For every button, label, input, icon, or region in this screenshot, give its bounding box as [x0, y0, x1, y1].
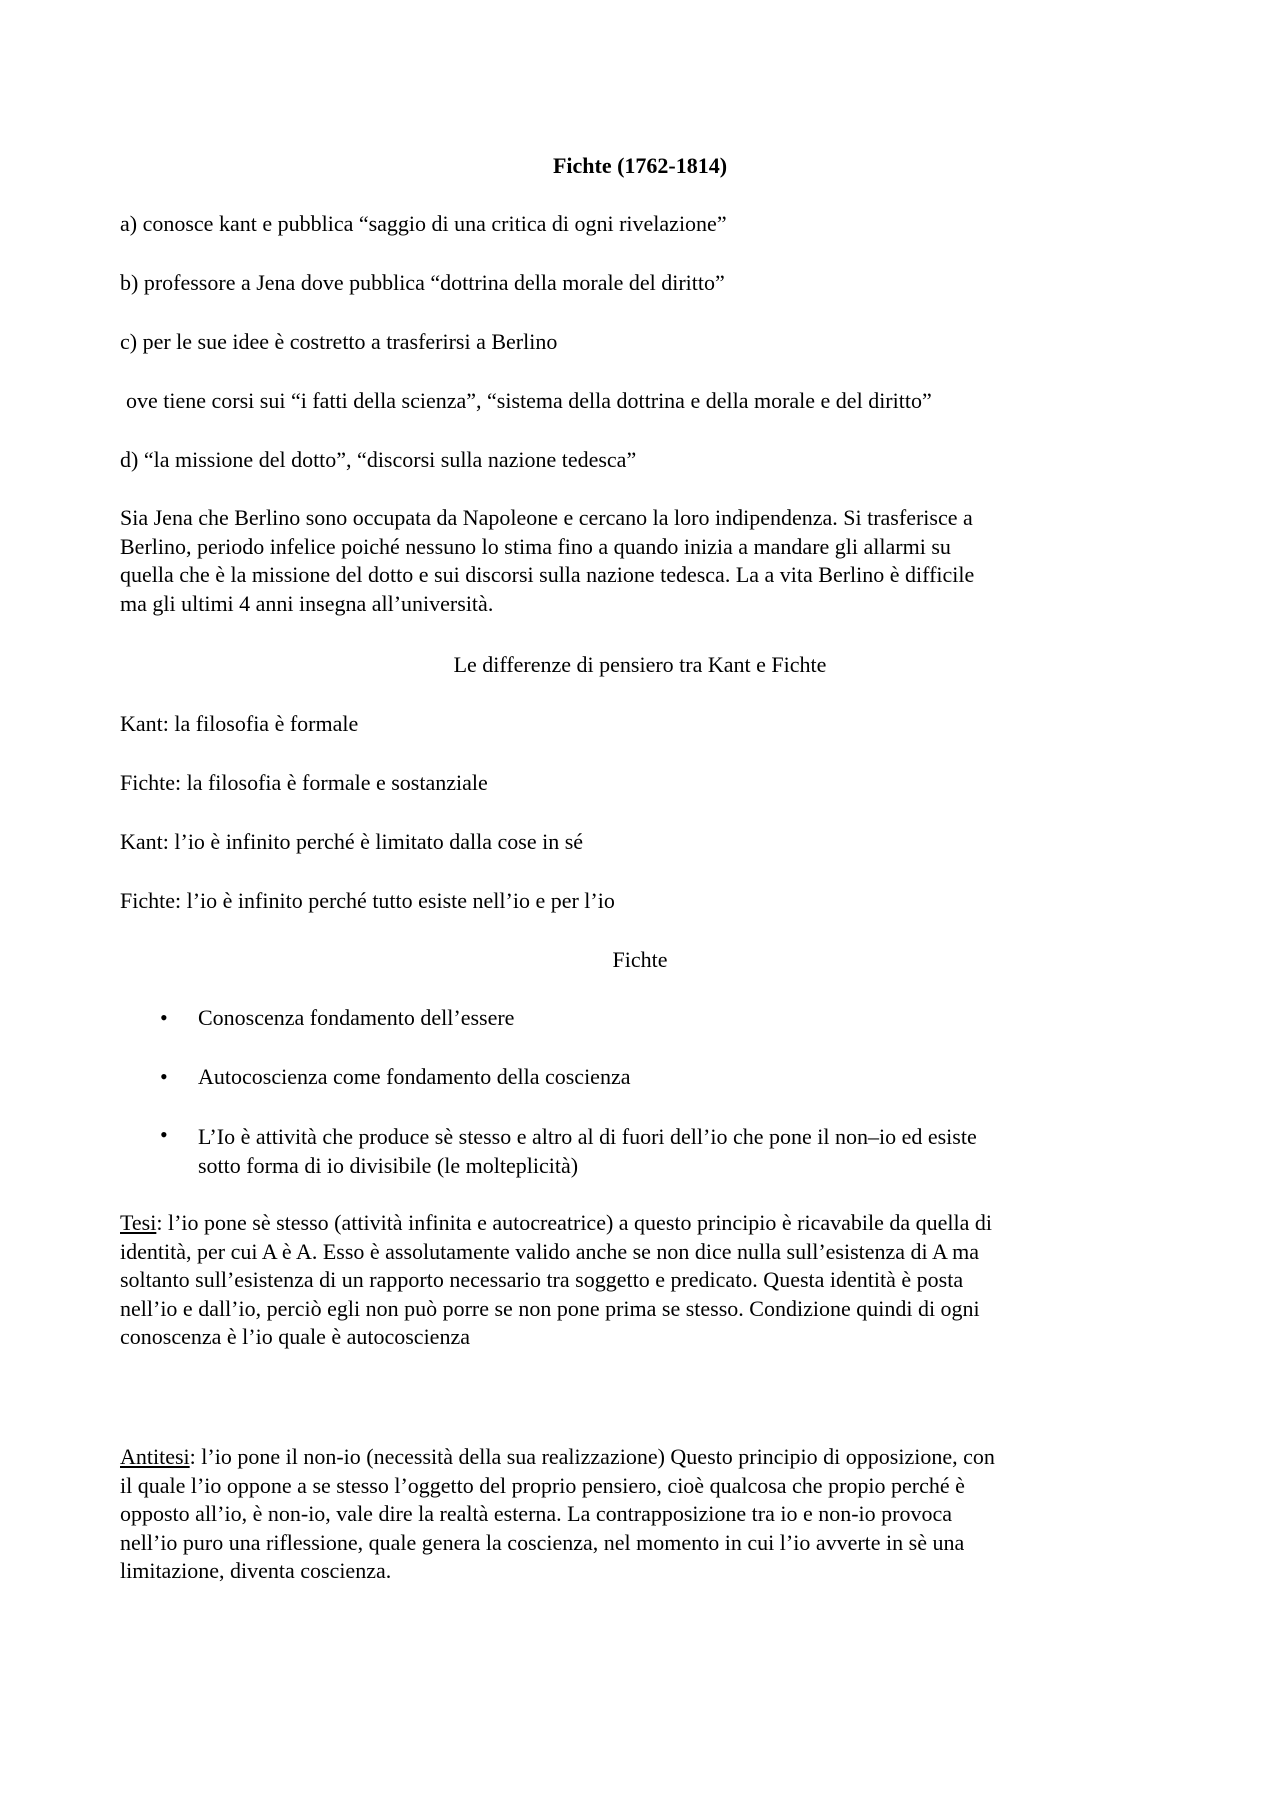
- bullet-icon: •: [160, 1005, 168, 1030]
- comparison-kant-2: Kant: l’io è infinito perché è limitato dalla cose in sé: [120, 829, 584, 854]
- paragraph-line: nell’io puro una riflessione, quale genera la coscienza, nel momento in cui l’io avverte in sè una: [120, 1529, 965, 1555]
- bullet-item: [198, 1004, 514, 1033]
- differences-heading: Le differenze di pensiero tra Kant e Fichte: [453, 652, 827, 677]
- paragraph-line: identità, per cui A è A. Esso è assolutamente valido anche se non dice nulla sull’esistenza di A ma: [120, 1238, 980, 1264]
- tesi-label: Tesi: [120, 1210, 157, 1235]
- bullet-line: sotto forma di io divisibile (le molteplicità): [198, 1152, 579, 1178]
- intro-paragraph: [120, 504, 1180, 618]
- comparison-kant-1: Kant: la filosofia è formale: [120, 711, 359, 736]
- paragraph-line: quella che è la missione del dotto e sui discorsi sulla nazione tedesca. La a vita Berlino è difficile: [120, 562, 975, 587]
- bullet-icon: •: [160, 1122, 168, 1147]
- paragraph-line: opposto all’io, è non-io, vale dire la realtà esterna. La contrapposizione tra io e non-io provoca: [120, 1501, 953, 1526]
- antitesi-paragraph: [120, 1443, 1180, 1586]
- bullet-line: Conoscenza fondamento dell’essere: [198, 1005, 515, 1030]
- list-item-c: c) per le sue idee è costretto a trasferirsi a Berlino: [120, 329, 558, 354]
- paragraph-line: conoscenza è l’io quale è autocoscienza: [120, 1324, 470, 1349]
- paragraph-line: Sia Jena che Berlino sono occupata da Napoleone e cercano la loro indipendenza. Si trasferisce a: [120, 505, 973, 530]
- tesi-paragraph: [120, 1209, 1180, 1352]
- tesi-first-line: : l’io pone sè stesso (attività infinita e autocreatrice) a questo principio è ricavabile da quella di: [156, 1210, 993, 1235]
- paragraph-line: ma gli ultimi 4 anni insegna all’università.: [120, 590, 494, 616]
- list-item-c-continuation: ove tiene corsi sui “i fatti della scienza”, “sistema della dottrina e della morale e del diritto”: [126, 388, 932, 413]
- comparison-fichte-2: Fichte: l’io è infinito perché tutto esiste nell’io e per l’io: [120, 888, 615, 913]
- list-item-b: b) professore a Jena dove pubblica “dottrina della morale del diritto”: [120, 270, 725, 295]
- paragraph-line: Berlino, periodo infelice poiché nessuno lo stima fino a quando inizia a mandare gli allarmi su: [120, 533, 951, 559]
- paragraph-line: [120, 1443, 1180, 1472]
- antitesi-label: Antitesi: [120, 1444, 190, 1469]
- bullet-item: [198, 1063, 630, 1092]
- paragraph-line: limitazione, diventa coscienza.: [120, 1558, 392, 1583]
- antitesi-first-line: : l’io pone il non-io (necessità della sua realizzazione) Questo principio di opposizione, con: [189, 1444, 995, 1469]
- bullet-line: Autocoscienza come fondamento della coscienza: [198, 1064, 631, 1089]
- bullet-line: L’Io è attività che produce sè stesso e altro al di fuori dell’io che pone il non–io ed esiste: [198, 1124, 977, 1149]
- list-item-a: a) conosce kant e pubblica “saggio di una critica di ogni rivelazione”: [120, 211, 727, 236]
- paragraph-line: [120, 1209, 1180, 1238]
- paragraph-line: il quale l’io oppone a se stesso l’oggetto del proprio pensiero, cioè qualcosa che propio perché è: [120, 1472, 965, 1498]
- paragraph-line: soltanto sull’esistenza di un rapporto necessario tra soggetto e predicato. Questa identità è posta: [120, 1267, 964, 1292]
- comparison-fichte-1: Fichte: la filosofia è formale e sostanziale: [120, 770, 488, 795]
- bullet-icon: •: [160, 1064, 168, 1089]
- fichte-heading: Fichte: [612, 947, 668, 972]
- page-title: Fichte (1762-1814): [552, 153, 728, 178]
- paragraph-line: nell’io e dall’io, perciò egli non può porre se non pone prima se stesso. Condizione quindi di ogni: [120, 1295, 980, 1321]
- bullet-item: [198, 1123, 977, 1180]
- list-item-d: d) “la missione del dotto”, “discorsi sulla nazione tedesca”: [120, 447, 637, 472]
